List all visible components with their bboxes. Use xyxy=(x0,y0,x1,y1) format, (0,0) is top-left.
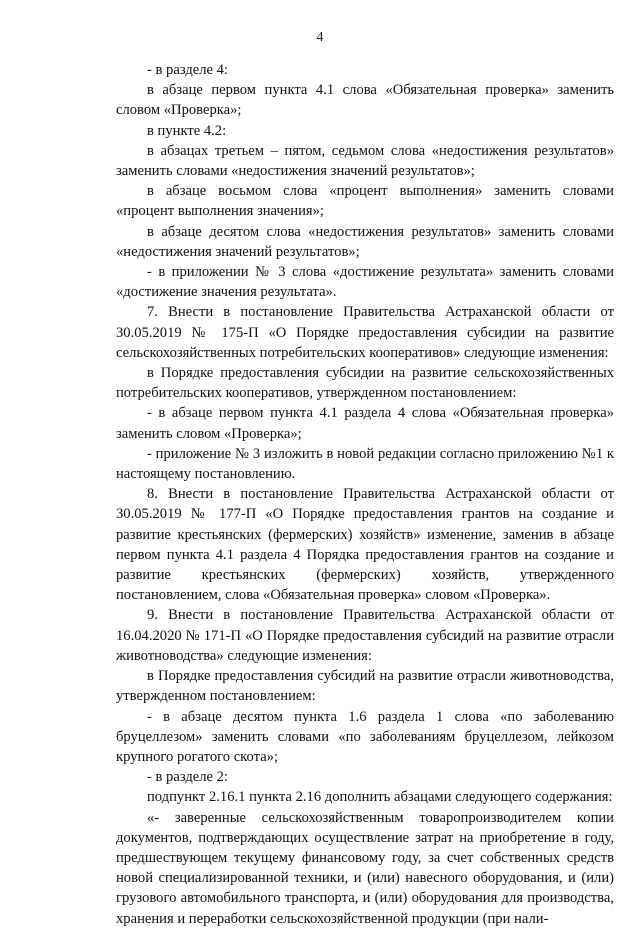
document-body xyxy=(116,60,614,929)
paragraph: подпункт 2.16.1 пункта 2.16 дополнить абзацами следующего содержания: xyxy=(147,789,613,806)
paragraph: - в абзаце десятом пункта 1.6 раздела 1 слова «по заболеванию бруцеллезом» заменить словами «по заболеваниям бруцеллезом, лейкозом крупного рогатого скота»; xyxy=(116,708,614,765)
paragraph: 7. Внести в постановление Правительства Астраханской области от 30.05.2019 № 175-П «О Порядке предоставления субсидии на развитие сельскохозяйственных потребительских кооперативов» следующие изменения: xyxy=(116,304,614,361)
paragraph: в абзаце первом пункта 4.1 слова «Обязательная проверка» заменить словом «Проверка»; xyxy=(116,82,614,119)
paragraph: - приложение № 3 изложить в новой редакции согласно приложению №1 к настоящему постановлению. xyxy=(116,445,614,483)
paragraph: в Порядке предоставления субсидий на развитие отрасли животноводства, утвержденном постановлением: xyxy=(116,668,614,705)
page-number: 4 xyxy=(316,30,324,45)
paragraph: - в приложении № 3 слова «достижение результата» заменить словами «достижение значения результата». xyxy=(116,264,614,301)
paragraph: - в абзаце первом пункта 4.1 раздела 4 слова «Обязательная проверка» заменить словом «Проверка»; xyxy=(116,405,614,442)
paragraph: 8. Внести в постановление Правительства Астраханской области от 30.05.2019 № 177-П «О Порядке предоставления грантов на создание и развитие крестьянских (фермерских) хозяйств» изменение, заменив в абзаце первом пункта 4.1 раздела 4 Порядка предоставления грантов на создание и развитие крестьянских (фермерских) хозяйств, утвержденного постановлением, слова «Обязательная проверка» словом «Проверка». xyxy=(116,486,614,604)
paragraph: - в разделе 2: xyxy=(147,769,228,786)
paragraph: в абзацах третьем – пятом, седьмом слова «недостижения результатов» заменить словами «недостижения значений результатов»; xyxy=(116,142,614,180)
paragraph: - в разделе 4: xyxy=(147,62,228,78)
paragraph: в абзаце восьмом слова «процент выполнения» заменить словами «процент выполнения значения»; xyxy=(116,183,614,220)
paragraph: в Порядке предоставления субсидии на развитие сельскохозяйственных потребительских кооперативов, утвержденном постановлением: xyxy=(116,365,614,402)
paragraph: «- заверенные сельскохозяйственным товаропроизводителем копии документов, подтверждающих осуществление затрат на приобретение в году, предшествующем текущему финансовому году, за счет собственных средств новой специализированной техники, и (или) навесного оборудования, и (или) грузового автомобильного транспорта, и (или) оборудования для производства, хранения и переработки сельскохозяйственной продукции (при нали- xyxy=(116,809,614,927)
paragraph: в абзаце десятом слова «недостижения результатов» заменить словами «недостижения значений результатов»; xyxy=(116,223,614,260)
paragraph: в пункте 4.2: xyxy=(147,122,227,139)
paragraph: 9. Внести в постановление Правительства Астраханской области от 16.04.2020 № 171-П «О Порядке предоставления субсидий на развитие отрасли животноводства» следующие изменения: xyxy=(116,607,614,664)
